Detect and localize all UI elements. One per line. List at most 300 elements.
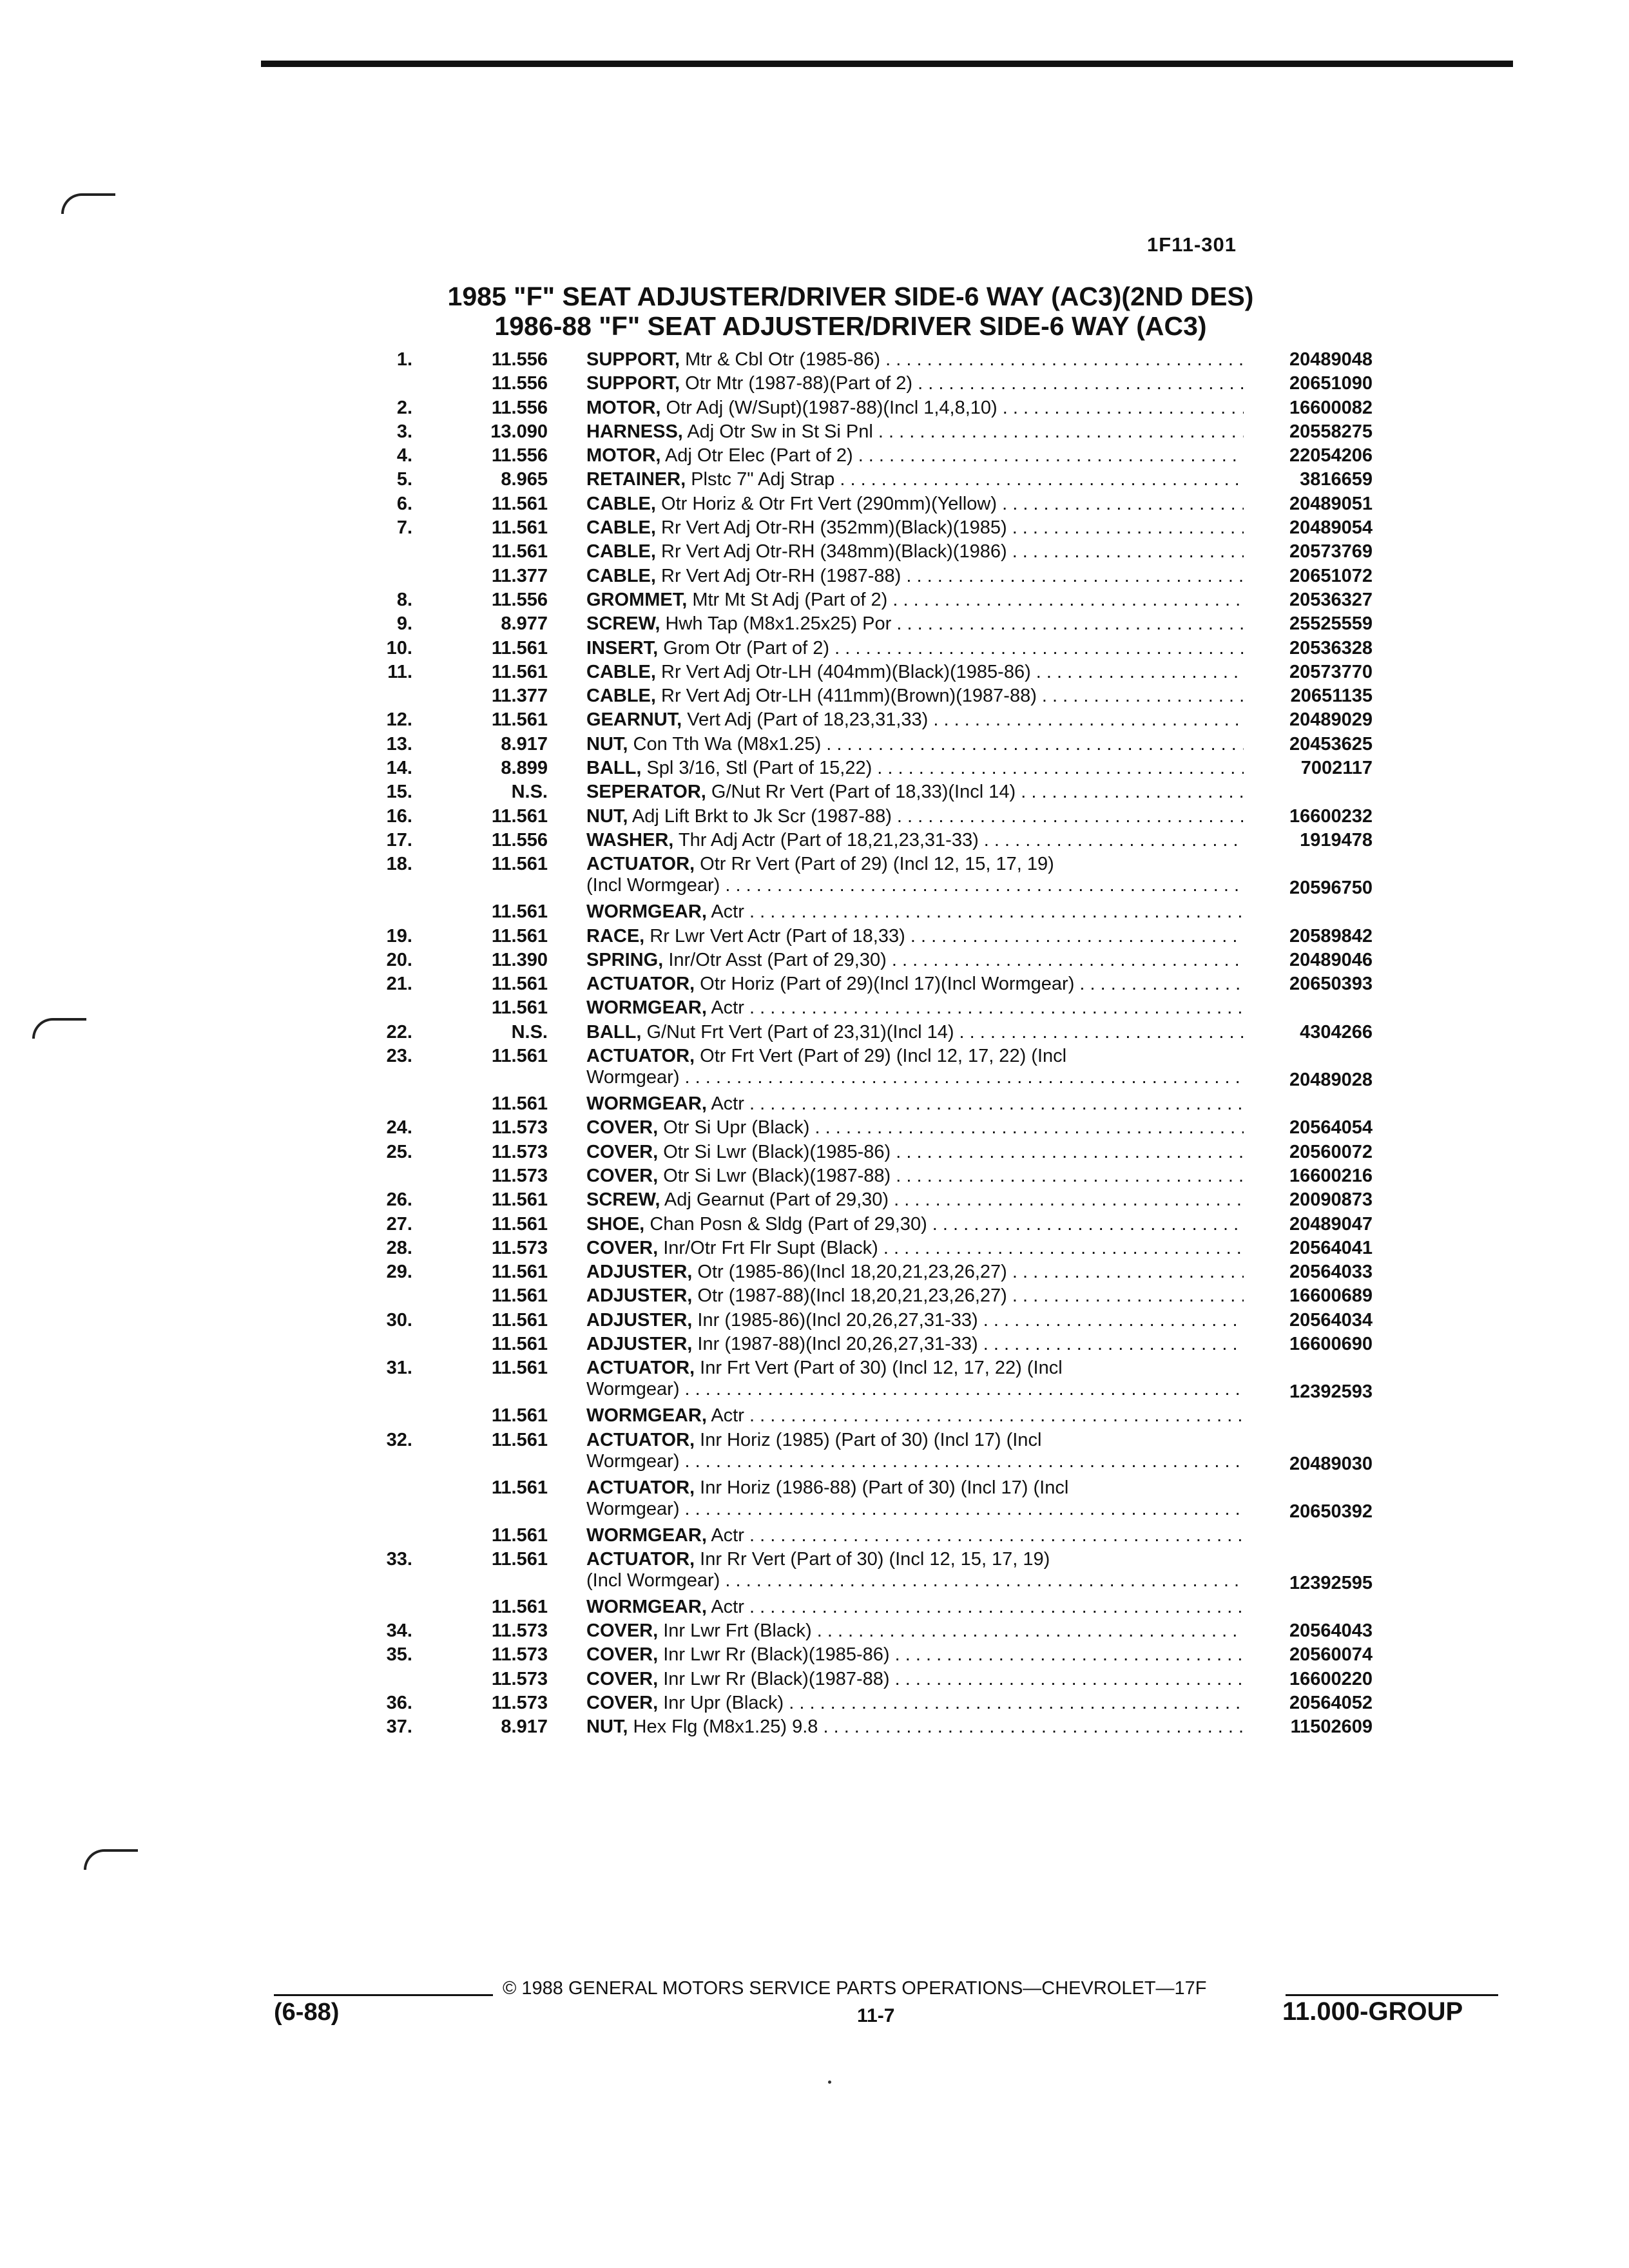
part-name: ACTUATOR, <box>586 854 695 875</box>
group-number: N.S. <box>511 1021 548 1043</box>
part-name: WORMGEAR, <box>586 1093 707 1115</box>
group-number: 13.090 <box>490 421 548 442</box>
part-detail: Inr/Otr Asst (Part of 29,30) <box>668 949 887 970</box>
item-number: 20. <box>386 949 412 970</box>
description-line <box>586 349 1244 370</box>
part-number: 16600216 <box>1289 1165 1373 1186</box>
description-line <box>586 1214 1244 1235</box>
part-name: COVER, <box>586 1117 659 1139</box>
part-number: 16600220 <box>1289 1668 1373 1689</box>
part-detail-2: Wormgear) <box>586 1379 680 1400</box>
part-description <box>586 1669 1244 1690</box>
part-number: 20564034 <box>1289 1309 1373 1331</box>
table-row <box>0 1262 1629 1285</box>
part-name: ACTUATOR, <box>586 1358 695 1379</box>
part-detail: G/Nut Frt Vert (Part of 23,31)(Incl 14) <box>646 1021 954 1043</box>
description-line <box>586 398 1244 419</box>
table-row <box>0 1285 1629 1309</box>
part-number: 20560072 <box>1289 1141 1373 1162</box>
part-name: HARNESS, <box>586 421 683 442</box>
description-line <box>586 734 1244 755</box>
part-number: 22054206 <box>1289 445 1373 466</box>
part-description <box>586 997 1244 1019</box>
part-description <box>586 517 1244 539</box>
group-number: 11.561 <box>491 1524 548 1546</box>
group-number: 11.573 <box>491 1165 548 1186</box>
part-number: 20489047 <box>1289 1213 1373 1235</box>
part-name: SHOE, <box>586 1213 645 1235</box>
part-detail-continued <box>586 1379 1244 1400</box>
part-detail: Inr (1987-88)(Incl 20,26,27,31-33) <box>697 1333 978 1354</box>
part-detail: Rr Vert Adj Otr-RH (352mm)(Black)(1985) <box>661 517 1007 539</box>
part-name: RACE, <box>586 925 645 947</box>
item-number: 29. <box>386 1262 412 1283</box>
group-number: 11.561 <box>491 1285 548 1307</box>
part-number: 25525559 <box>1289 613 1373 635</box>
group-number: 8.977 <box>501 613 548 635</box>
table-row <box>0 1334 1629 1358</box>
part-number: 16600689 <box>1289 1285 1373 1307</box>
description-line <box>586 638 1244 659</box>
part-number: 20090873 <box>1289 1189 1373 1211</box>
group-number: 11.561 <box>491 1262 548 1283</box>
part-number: 4304266 <box>1300 1021 1373 1043</box>
part-number: 20560074 <box>1289 1644 1373 1666</box>
part-description <box>586 421 1244 443</box>
part-name: SUPPORT, <box>586 349 680 370</box>
part-detail: Otr Mtr (1987-88)(Part of 2) <box>685 373 913 394</box>
part-detail: Adj Otr Sw in St Si Pnl <box>687 421 873 442</box>
part-name: ADJUSTER, <box>586 1262 693 1283</box>
group-number: 8.917 <box>501 733 548 754</box>
part-detail-2: Wormgear) <box>586 1498 680 1519</box>
part-detail: Otr (1987-88)(Incl 18,20,21,23,26,27) <box>697 1285 1007 1307</box>
part-description <box>586 1093 1244 1115</box>
table-row <box>0 926 1629 950</box>
table-row <box>0 1716 1629 1740</box>
part-description <box>586 613 1244 635</box>
part-name: WORMGEAR, <box>586 997 707 1019</box>
part-detail-2: Wormgear) <box>586 1067 680 1088</box>
part-detail: Otr Frt Vert (Part of 29) (Incl 12, 17, 22) (Incl <box>700 1046 1067 1067</box>
part-detail: Inr (1985-86)(Incl 20,26,27,31-33) <box>697 1309 978 1331</box>
item-number: 23. <box>386 1046 412 1067</box>
part-detail: Mtr Mt St Adj (Part of 2) <box>692 589 888 610</box>
table-row <box>0 806 1629 830</box>
part-name: SCREW, <box>586 1189 660 1211</box>
table-row <box>0 686 1629 709</box>
part-description <box>586 590 1244 611</box>
description-line <box>586 1620 1244 1642</box>
part-detail: Inr Frt Vert (Part of 30) (Incl 12, 17, 22) (Incl <box>700 1358 1063 1379</box>
part-number: 3816659 <box>1300 469 1373 490</box>
part-name: ACTUATOR, <box>586 1429 695 1450</box>
part-detail: Inr Lwr Rr (Black)(1987-88) <box>663 1668 890 1689</box>
group-number: 11.573 <box>491 1117 548 1139</box>
part-name: RETAINER, <box>586 469 686 490</box>
item-number: 13. <box>386 733 412 754</box>
part-description <box>586 1405 1244 1427</box>
table-row <box>0 1358 1629 1405</box>
part-name: SEPERATOR, <box>586 782 706 803</box>
part-description <box>586 758 1244 779</box>
item-number: 11. <box>387 661 412 682</box>
description-line <box>586 421 1244 443</box>
part-number: 16600690 <box>1289 1333 1373 1354</box>
part-name: CABLE, <box>586 541 656 562</box>
footer-rule-right <box>1286 1994 1498 1996</box>
item-number: 33. <box>386 1548 412 1570</box>
item-number: 10. <box>386 637 412 658</box>
part-detail: Actr <box>711 1405 744 1427</box>
part-detail: Inr Horiz (1985) (Part of 30) (Incl 17) (Incl <box>700 1429 1042 1450</box>
part-description <box>586 926 1244 947</box>
item-number: 1. <box>396 349 412 370</box>
part-description <box>586 830 1244 851</box>
table-row <box>0 445 1629 469</box>
part-detail: Actr <box>711 901 744 923</box>
table-row <box>0 398 1629 421</box>
part-detail: Grom Otr (Part of 2) <box>663 637 830 658</box>
table-row <box>0 1644 1629 1668</box>
part-description <box>586 1334 1244 1355</box>
part-detail: Inr Lwr Frt (Black) <box>663 1620 812 1642</box>
item-number: 22. <box>386 1021 412 1043</box>
part-detail: Otr Si Upr (Black) <box>663 1117 810 1139</box>
part-detail: Mtr & Cbl Otr (1985-86) <box>685 349 881 370</box>
description-line <box>586 782 1244 803</box>
part-detail: Otr Horiz & Otr Frt Vert (290mm)(Yellow) <box>661 493 998 514</box>
part-name: WORMGEAR, <box>586 901 707 923</box>
item-number: 21. <box>386 974 412 995</box>
part-number: 11502609 <box>1290 1716 1373 1738</box>
part-detail: Vert Adj (Part of 18,23,31,33) <box>687 709 929 731</box>
group-number: 11.561 <box>491 709 548 731</box>
part-description <box>586 445 1244 466</box>
part-detail: Actr <box>711 1093 744 1115</box>
part-name: CABLE, <box>586 493 656 514</box>
table-row <box>0 1310 1629 1334</box>
description-line <box>586 494 1244 515</box>
description-line <box>586 1238 1244 1259</box>
table-row <box>0 638 1629 662</box>
part-description <box>586 950 1244 971</box>
group-number: 11.556 <box>491 373 548 394</box>
group-number: 11.561 <box>491 1596 548 1617</box>
group-number: 11.561 <box>491 1309 548 1331</box>
table-row <box>0 613 1629 637</box>
item-number: 16. <box>386 805 412 827</box>
group-number: 11.561 <box>491 925 548 947</box>
part-name: NUT, <box>586 805 628 827</box>
part-number: 20651090 <box>1289 373 1373 394</box>
part-name: COVER, <box>586 1693 659 1714</box>
part-name: COVER, <box>586 1141 659 1162</box>
part-name: MOTOR, <box>586 397 661 418</box>
part-number: 20564033 <box>1289 1262 1373 1283</box>
description-line <box>586 974 1244 995</box>
table-row <box>0 349 1629 373</box>
item-number: 8. <box>396 589 412 610</box>
part-name: ADJUSTER, <box>586 1309 693 1331</box>
item-number: 34. <box>386 1620 412 1642</box>
part-name: SPRING, <box>586 949 664 970</box>
description-line <box>586 1358 1244 1379</box>
table-row <box>0 1117 1629 1141</box>
part-name: WORMGEAR, <box>586 1524 707 1546</box>
part-number: 20536328 <box>1289 637 1373 658</box>
part-name: COVER, <box>586 1644 659 1666</box>
part-description <box>586 541 1244 562</box>
item-number: 32. <box>386 1429 412 1450</box>
part-detail: Rr Vert Adj Otr-RH (348mm)(Black)(1986) <box>661 541 1007 562</box>
group-number: 11.573 <box>491 1693 548 1714</box>
description-line <box>586 1142 1244 1163</box>
part-detail: Inr/Otr Frt Flr Supt (Black) <box>663 1237 878 1258</box>
description-line <box>586 373 1244 394</box>
part-description <box>586 901 1244 923</box>
group-number: 11.561 <box>491 997 548 1019</box>
part-detail: Rr Vert Adj Otr-LH (404mm)(Black)(1985-86) <box>661 661 1031 682</box>
part-detail: Rr Lwr Vert Actr (Part of 18,33) <box>650 925 905 947</box>
group-number: N.S. <box>511 782 548 803</box>
description-line <box>586 517 1244 539</box>
table-row <box>0 1405 1629 1429</box>
part-number: 20489028 <box>1289 1070 1373 1091</box>
item-number: 15. <box>386 782 412 803</box>
group-number: 11.556 <box>491 349 548 370</box>
description-line <box>586 1093 1244 1115</box>
part-detail-continued <box>586 875 1244 896</box>
margin-mark <box>61 193 115 214</box>
part-name: ACTUATOR, <box>586 1477 695 1498</box>
table-row <box>0 1022 1629 1046</box>
description-line <box>586 1597 1244 1618</box>
item-number: 35. <box>386 1644 412 1666</box>
group-number: 11.561 <box>491 1093 548 1115</box>
part-description <box>586 1430 1244 1472</box>
part-detail: Actr <box>711 997 744 1019</box>
part-number: 20564052 <box>1289 1693 1373 1714</box>
description-line <box>586 566 1244 587</box>
group-number: 11.556 <box>491 829 548 850</box>
group-number: 11.573 <box>491 1620 548 1642</box>
table-row <box>0 1477 1629 1525</box>
part-number: 12392595 <box>1289 1572 1373 1593</box>
part-name: COVER, <box>586 1620 659 1642</box>
description-line <box>586 950 1244 971</box>
part-description <box>586 1117 1244 1139</box>
item-number: 24. <box>386 1117 412 1139</box>
group-number: 11.561 <box>491 1477 548 1498</box>
group-number: 11.561 <box>491 1429 548 1450</box>
description-line <box>586 1334 1244 1355</box>
description-line <box>586 590 1244 611</box>
description-line <box>586 1405 1244 1427</box>
group-number: 11.561 <box>491 901 548 923</box>
group-number: 11.573 <box>491 1237 548 1258</box>
part-number: 16600232 <box>1289 805 1373 827</box>
part-description <box>586 398 1244 419</box>
part-detail: Spl 3/16, Stl (Part of 15,22) <box>646 758 872 779</box>
part-number: 20650393 <box>1289 974 1373 995</box>
description-line <box>586 1669 1244 1690</box>
part-number: 20489048 <box>1289 349 1373 370</box>
part-detail-continued <box>586 1451 1244 1472</box>
group-number: 11.561 <box>491 541 548 562</box>
group-number: 11.561 <box>491 854 548 875</box>
group-number: 8.965 <box>501 469 548 490</box>
part-detail-continued <box>586 1570 1244 1591</box>
copyright-notice: © 1988 GENERAL MOTORS SERVICE PARTS OPERATIONS—CHEVROLET—17F <box>503 1978 1207 1999</box>
part-description <box>586 1620 1244 1642</box>
footer-rule-left <box>274 1994 493 1996</box>
part-name: CABLE, <box>586 565 656 586</box>
part-detail: Otr Si Lwr (Black)(1987-88) <box>663 1165 891 1186</box>
table-row <box>0 1693 1629 1716</box>
description-line <box>586 1285 1244 1307</box>
part-detail: Con Tth Wa (M8x1.25) <box>633 733 822 754</box>
description-line <box>586 1166 1244 1187</box>
item-number: 2. <box>396 397 412 418</box>
part-name: ACTUATOR, <box>586 974 695 995</box>
part-description <box>586 494 1244 515</box>
item-number: 7. <box>396 517 412 539</box>
part-detail: Otr Horiz (Part of 29)(Incl 17)(Incl Wormgear) <box>700 974 1075 995</box>
part-description <box>586 1214 1244 1235</box>
part-description <box>586 469 1244 490</box>
group-number: 11.561 <box>491 974 548 995</box>
table-row <box>0 950 1629 974</box>
part-name: NUT, <box>586 1716 628 1738</box>
item-number: 28. <box>386 1237 412 1258</box>
part-description <box>586 854 1244 896</box>
item-number: 5. <box>396 469 412 490</box>
part-detail: Actr <box>711 1596 744 1617</box>
part-name: GEARNUT, <box>586 709 682 731</box>
description-line <box>586 613 1244 635</box>
part-detail: Otr Rr Vert (Part of 29) (Incl 12, 15, 17, 19) <box>700 854 1054 875</box>
part-number: 20573769 <box>1289 541 1373 562</box>
item-number: 12. <box>386 709 412 731</box>
group-number: 11.561 <box>491 517 548 539</box>
group-number: 11.561 <box>491 661 548 682</box>
table-row <box>0 974 1629 997</box>
table-row <box>0 854 1629 901</box>
description-line <box>586 1549 1244 1570</box>
part-description <box>586 662 1244 683</box>
date-code: (6-88) <box>274 1999 340 2026</box>
page-number: 11-7 <box>857 2005 895 2026</box>
part-detail: Rr Vert Adj Otr-RH (1987-88) <box>661 565 901 586</box>
table-row <box>0 1597 1629 1620</box>
part-description <box>586 1310 1244 1331</box>
part-description <box>586 349 1244 370</box>
table-row <box>0 1142 1629 1166</box>
part-number: 20564041 <box>1289 1237 1373 1258</box>
parts-list <box>0 349 1629 1741</box>
item-number: 19. <box>386 925 412 947</box>
table-row <box>0 758 1629 782</box>
part-description <box>586 974 1244 995</box>
part-detail: Chan Posn & Sldg (Part of 29,30) <box>650 1213 927 1235</box>
part-name: ACTUATOR, <box>586 1548 695 1570</box>
part-name: CABLE, <box>586 661 656 682</box>
part-name: CABLE, <box>586 686 656 707</box>
group-number: 11.561 <box>491 1548 548 1570</box>
group-number: 11.377 <box>491 565 548 586</box>
part-description <box>586 638 1244 659</box>
part-name: WASHER, <box>586 829 674 850</box>
group-number: 11.561 <box>491 1358 548 1379</box>
table-row <box>0 494 1629 517</box>
part-detail-continued <box>586 1499 1244 1520</box>
part-number: 16600082 <box>1289 397 1373 418</box>
part-detail: Adj Otr Elec (Part of 2) <box>664 445 853 466</box>
item-number: 27. <box>386 1213 412 1235</box>
part-detail-2: (Incl Wormgear) <box>586 1570 720 1591</box>
part-number: 20489051 <box>1289 493 1373 514</box>
group-number: 11.561 <box>491 637 548 658</box>
description-line <box>586 830 1244 851</box>
description-line <box>586 1716 1244 1738</box>
description-line <box>586 686 1244 707</box>
group-number: 11.377 <box>491 686 548 707</box>
page-code: 1F11-301 <box>1147 233 1237 256</box>
description-line <box>586 1189 1244 1211</box>
description-line <box>586 1117 1244 1139</box>
table-row <box>0 734 1629 758</box>
part-description <box>586 1693 1244 1714</box>
table-row <box>0 1525 1629 1549</box>
part-name: COVER, <box>586 1237 659 1258</box>
part-detail-continued <box>586 1067 1244 1088</box>
group-number: 11.561 <box>491 1189 548 1211</box>
item-number: 30. <box>386 1309 412 1331</box>
group-number: 11.390 <box>491 949 548 970</box>
part-number: 20489046 <box>1289 949 1373 970</box>
part-number: 20564054 <box>1289 1117 1373 1139</box>
description-line <box>586 926 1244 947</box>
part-detail: Inr Upr (Black) <box>663 1693 784 1714</box>
item-number: 4. <box>396 445 412 466</box>
table-row <box>0 590 1629 613</box>
part-number: 20589842 <box>1289 925 1373 947</box>
item-number: 3. <box>396 421 412 442</box>
description-line <box>586 1310 1244 1331</box>
group-number: 11.561 <box>491 1213 548 1235</box>
table-row <box>0 517 1629 541</box>
table-row <box>0 1214 1629 1238</box>
part-name: ACTUATOR, <box>586 1046 695 1067</box>
group-number: 11.561 <box>491 1405 548 1427</box>
part-description <box>586 1046 1244 1088</box>
part-number: 20536327 <box>1289 589 1373 610</box>
part-name: ADJUSTER, <box>586 1333 693 1354</box>
description-line <box>586 1525 1244 1546</box>
part-name: GROMMET, <box>586 589 688 610</box>
group-number: 11.556 <box>491 445 548 466</box>
table-row <box>0 566 1629 590</box>
part-number: 20558275 <box>1289 421 1373 442</box>
item-number: 31. <box>386 1358 412 1379</box>
part-detail: Adj Gearnut (Part of 29,30) <box>664 1189 889 1211</box>
table-row <box>0 901 1629 925</box>
part-description <box>586 734 1244 755</box>
part-number: 1919478 <box>1300 829 1373 850</box>
part-description <box>586 1525 1244 1546</box>
part-name: COVER, <box>586 1165 659 1186</box>
